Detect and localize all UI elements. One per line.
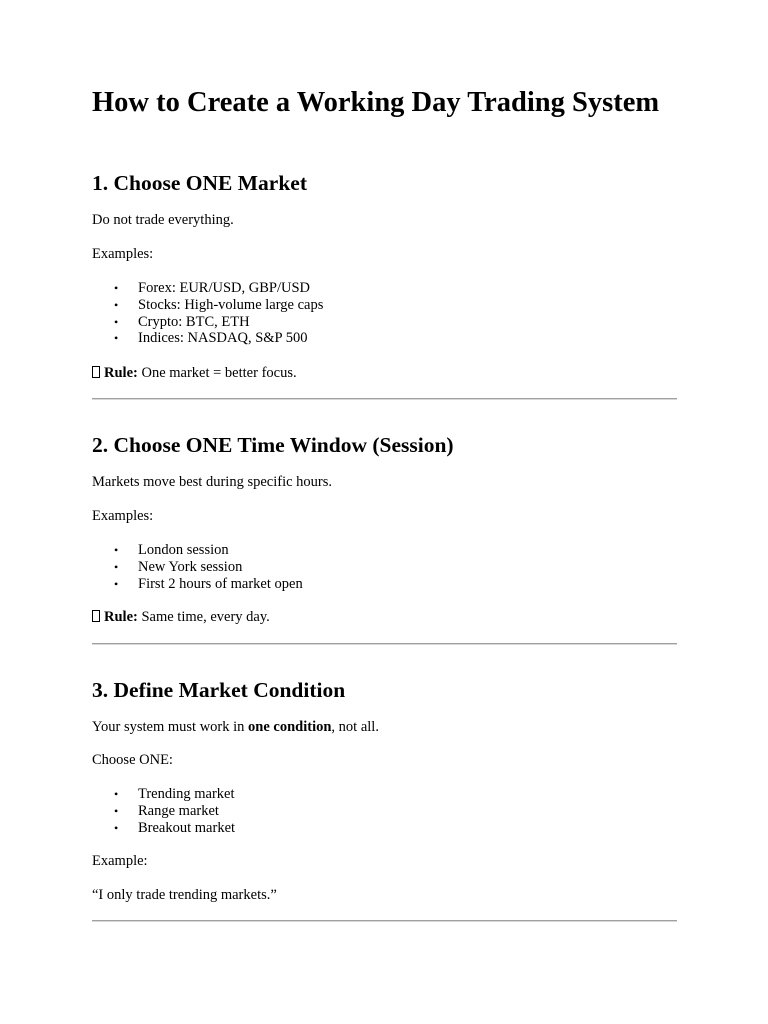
rule-label: Rule: [104,609,138,625]
list-item: • Range market [114,802,219,819]
section-2-list [92,542,303,592]
list-item: • Stocks: High-volume large caps [114,296,324,313]
bullet-icon: • [114,543,119,557]
section-divider [92,398,677,400]
section-1-rule [92,365,297,382]
bullet-icon: • [114,297,119,312]
list-item: • Indices: NASDAQ, S&P 500 [114,330,308,347]
section-2-heading: 2. Choose ONE Time Window (Session) [92,433,454,457]
missing-glyph-icon [92,610,100,622]
section-2-rule [92,609,270,626]
section-3-list [92,786,235,836]
bullet-icon: • [114,559,119,574]
rule-text: One market = better focus. [137,365,297,381]
list-item: • Trending market [114,786,235,802]
section-divider [92,920,677,922]
document-title: How to Create a Working Day Trading System [92,87,660,118]
section-1-list [92,280,323,347]
list-item: • New York session [114,558,243,575]
bullet-icon: • [114,281,119,295]
section-divider [92,643,677,645]
rule-label: Rule: [104,365,138,381]
list-item: • First 2 hours of market open [114,575,303,592]
bullet-icon: • [114,803,119,818]
bullet-icon: • [114,331,119,346]
section-1-intro: Do not trade everything. [92,212,234,228]
section-3-example-label: Example: [92,853,148,869]
section-2-examples-label: Examples: [92,508,154,524]
list-item: • Breakout market [114,819,236,836]
section-3-choose-label: Choose ONE: [92,752,173,768]
section-3-intro: Your system must work in one condition, not all. [92,719,379,735]
list-item: • London session [114,542,229,558]
section-3-example-quote: “I only trade trending markets.” [92,887,277,903]
bullet-icon: • [114,576,119,591]
bullet-icon: • [114,820,119,835]
bullet-icon: • [114,314,119,329]
section-1-heading: 1. Choose ONE Market [92,171,307,195]
section-2-intro: Markets move best during specific hours. [92,474,333,490]
rule-text: Same time, every day. [137,609,270,625]
list-item: • Crypto: BTC, ETH [114,313,250,330]
missing-glyph-icon [92,366,100,378]
section-3-heading: 3. Define Market Condition [92,678,346,702]
section-1-examples-label: Examples: [92,246,154,262]
list-item: • Forex: EUR/USD, GBP/USD [114,280,311,296]
bullet-icon: • [114,787,119,801]
